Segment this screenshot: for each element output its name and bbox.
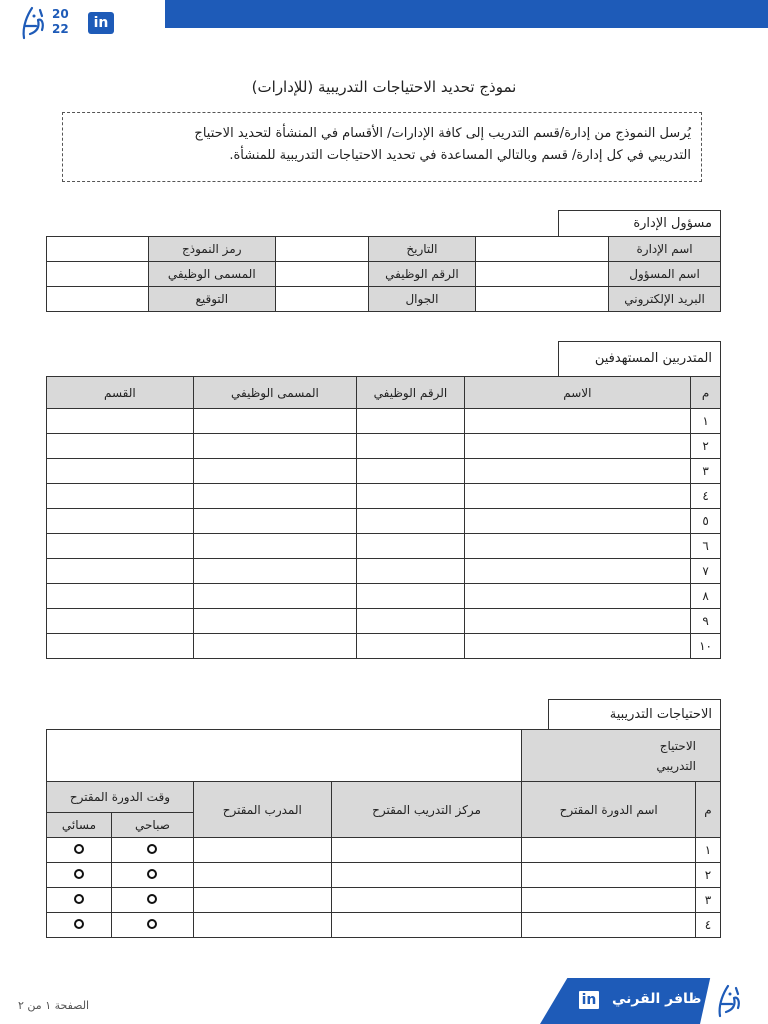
- intro-box: [62, 112, 702, 182]
- trainer-input[interactable]: [193, 888, 331, 913]
- morning-radio-cell: [112, 838, 194, 863]
- job-title-input[interactable]: [193, 634, 357, 659]
- training-need-row: [47, 888, 721, 913]
- field-value-input[interactable]: [47, 237, 149, 262]
- training-center-input[interactable]: [331, 863, 522, 888]
- dept-manager-row: [47, 262, 721, 287]
- name-input[interactable]: [464, 509, 691, 534]
- row-number: ٤: [696, 913, 721, 938]
- name-input[interactable]: [464, 609, 691, 634]
- employee-id-input[interactable]: [357, 609, 464, 634]
- header-blue-bar: [140, 0, 768, 28]
- row-number: ٢: [691, 434, 721, 459]
- employee-id-input[interactable]: [357, 584, 464, 609]
- name-input[interactable]: [464, 459, 691, 484]
- employee-id-input[interactable]: [357, 434, 464, 459]
- col-header-department: القسم: [47, 377, 194, 409]
- evening-radio-cell: [47, 913, 112, 938]
- course-name-input[interactable]: [522, 888, 696, 913]
- name-input[interactable]: [464, 434, 691, 459]
- year-line-1: 20: [52, 7, 69, 21]
- trainer-input[interactable]: [193, 913, 331, 938]
- job-title-input[interactable]: [193, 434, 357, 459]
- field-label: البريد الإلكتروني: [609, 287, 721, 312]
- calligraphy-logo-icon: [714, 982, 744, 1022]
- department-input[interactable]: [47, 484, 194, 509]
- trainees-table: [46, 376, 721, 659]
- name-input[interactable]: [464, 484, 691, 509]
- need-label-line-2: التدريبي: [656, 758, 696, 773]
- field-label: اسم الإدارة: [609, 237, 721, 262]
- employee-id-input[interactable]: [357, 409, 464, 434]
- linkedin-icon[interactable]: in: [88, 12, 114, 34]
- row-number: ٨: [691, 584, 721, 609]
- col-header-num: م: [696, 782, 721, 838]
- training-center-input[interactable]: [331, 888, 522, 913]
- field-label: رمز النموذج: [148, 237, 275, 262]
- field-value-input[interactable]: [476, 237, 609, 262]
- page-title: نموذج تحديد الاحتياجات التدريبية (للإدارات): [251, 78, 517, 96]
- employee-id-input[interactable]: [357, 634, 464, 659]
- year-label: [52, 7, 69, 37]
- job-title-input[interactable]: [193, 484, 357, 509]
- name-input[interactable]: [464, 409, 691, 434]
- training-need-row: [47, 838, 721, 863]
- department-input[interactable]: [47, 459, 194, 484]
- trainee-row: [47, 509, 721, 534]
- job-title-input[interactable]: [193, 509, 357, 534]
- row-number: ١٠: [691, 634, 721, 659]
- morning-radio-cell: [112, 913, 194, 938]
- morning-radio[interactable]: [147, 894, 157, 904]
- calligraphy-logo-icon: [18, 4, 48, 44]
- morning-radio-cell: [112, 888, 194, 913]
- trainee-row: [47, 484, 721, 509]
- job-title-input[interactable]: [193, 459, 357, 484]
- need-label-cell: [522, 730, 721, 782]
- row-number: ٥: [691, 509, 721, 534]
- trainee-row: [47, 434, 721, 459]
- employee-id-input[interactable]: [357, 559, 464, 584]
- intro-line-2: التدريبي في كل إدارة/ قسم وبالتالي المساعدة في تحديد الاحتياجات التدريبية للمنشأة.: [229, 148, 691, 163]
- row-number: ٩: [691, 609, 721, 634]
- trainee-row: [47, 634, 721, 659]
- field-label: التاريخ: [368, 237, 476, 262]
- col-header-job-title: المسمى الوظيفي: [193, 377, 357, 409]
- col-header-name: الاسم: [464, 377, 691, 409]
- col-header-course-time: وقت الدورة المقترح: [47, 782, 194, 813]
- training-need-row: [47, 863, 721, 888]
- trainee-row: [47, 559, 721, 584]
- dept-manager-row: [47, 287, 721, 312]
- dept-manager-row: [47, 237, 721, 262]
- field-value-input[interactable]: [47, 287, 149, 312]
- row-number: ٦: [691, 534, 721, 559]
- job-title-input[interactable]: [193, 409, 357, 434]
- employee-id-input[interactable]: [357, 459, 464, 484]
- dept-manager-table: [46, 236, 721, 312]
- job-title-input[interactable]: [193, 609, 357, 634]
- trainer-input[interactable]: [193, 863, 331, 888]
- department-input[interactable]: [47, 434, 194, 459]
- job-title-input[interactable]: [193, 584, 357, 609]
- department-input[interactable]: [47, 534, 194, 559]
- evening-radio[interactable]: [74, 894, 84, 904]
- intro-line-1: يُرسل النموذج من إدارة/قسم التدريب إلى كافة الإدارات/ الأقسام في المنشأة لتحديد الاحتياج: [194, 126, 691, 141]
- row-number: ١: [696, 838, 721, 863]
- employee-id-input[interactable]: [357, 484, 464, 509]
- top-header-band: [0, 0, 768, 46]
- field-label: الرقم الوظيفي: [368, 262, 476, 287]
- col-header-trainer: المدرب المقترح: [193, 782, 331, 838]
- name-input[interactable]: [464, 559, 691, 584]
- name-input[interactable]: [464, 584, 691, 609]
- training-center-input[interactable]: [331, 913, 522, 938]
- row-number: ٣: [696, 888, 721, 913]
- morning-radio[interactable]: [147, 869, 157, 879]
- field-label: المسمى الوظيفي: [148, 262, 275, 287]
- department-input[interactable]: [47, 509, 194, 534]
- evening-radio[interactable]: [74, 919, 84, 929]
- field-label: اسم المسؤول: [609, 262, 721, 287]
- row-number: ٤: [691, 484, 721, 509]
- row-number: ٢: [696, 863, 721, 888]
- department-input[interactable]: [47, 409, 194, 434]
- need-label-line-1: الاحتياج: [659, 738, 696, 753]
- trainee-row: [47, 609, 721, 634]
- trainer-input[interactable]: [193, 838, 331, 863]
- col-header-employee-id: الرقم الوظيفي: [357, 377, 464, 409]
- course-name-input[interactable]: [522, 913, 696, 938]
- course-name-input[interactable]: [522, 863, 696, 888]
- linkedin-icon[interactable]: in: [577, 989, 601, 1011]
- training-center-input[interactable]: [331, 838, 522, 863]
- morning-radio[interactable]: [147, 919, 157, 929]
- col-header-training-center: مركز التدريب المقترح: [331, 782, 522, 838]
- evening-radio-cell: [47, 888, 112, 913]
- trainee-row: [47, 584, 721, 609]
- need-value-field[interactable]: [47, 730, 522, 782]
- field-value-input[interactable]: [275, 237, 368, 262]
- course-name-input[interactable]: [522, 838, 696, 863]
- row-number: ٧: [691, 559, 721, 584]
- evening-radio-cell: [47, 863, 112, 888]
- evening-radio-cell: [47, 838, 112, 863]
- job-title-input[interactable]: [193, 534, 357, 559]
- morning-radio-cell: [112, 863, 194, 888]
- field-label: الجوال: [368, 287, 476, 312]
- field-value-input[interactable]: [476, 262, 609, 287]
- row-number: ٣: [691, 459, 721, 484]
- training-needs-table: [46, 729, 721, 938]
- author-name: د. ظافر القرني: [612, 991, 719, 1007]
- trainee-row: [47, 459, 721, 484]
- field-value-input[interactable]: [47, 262, 149, 287]
- training-need-row: [47, 913, 721, 938]
- evening-radio[interactable]: [74, 869, 84, 879]
- department-input[interactable]: [47, 609, 194, 634]
- section-label-dept-manager: مسؤول الإدارة: [558, 210, 721, 237]
- trainee-row: [47, 409, 721, 434]
- col-header-num: م: [691, 377, 721, 409]
- field-value-input[interactable]: [476, 287, 609, 312]
- page-number: الصفحة ١ من ٢: [18, 999, 90, 1012]
- col-header-evening: مسائي: [47, 813, 112, 838]
- field-value-input[interactable]: [275, 262, 368, 287]
- section-label-target-trainees: المتدربين المستهدفين: [558, 341, 721, 377]
- employee-id-input[interactable]: [357, 534, 464, 559]
- field-label: التوقيع: [148, 287, 275, 312]
- section-label-training-needs: الاحتياجات التدريبية: [548, 699, 721, 730]
- trainee-row: [47, 534, 721, 559]
- department-input[interactable]: [47, 584, 194, 609]
- year-line-2: 22: [52, 22, 69, 36]
- morning-radio[interactable]: [147, 844, 157, 854]
- col-header-morning: صباحي: [112, 813, 194, 838]
- field-value-input[interactable]: [275, 287, 368, 312]
- col-header-course-name: اسم الدورة المقترح: [522, 782, 696, 838]
- employee-id-input[interactable]: [357, 509, 464, 534]
- job-title-input[interactable]: [193, 559, 357, 584]
- department-input[interactable]: [47, 559, 194, 584]
- evening-radio[interactable]: [74, 844, 84, 854]
- department-input[interactable]: [47, 634, 194, 659]
- row-number: ١: [691, 409, 721, 434]
- name-input[interactable]: [464, 534, 691, 559]
- name-input[interactable]: [464, 634, 691, 659]
